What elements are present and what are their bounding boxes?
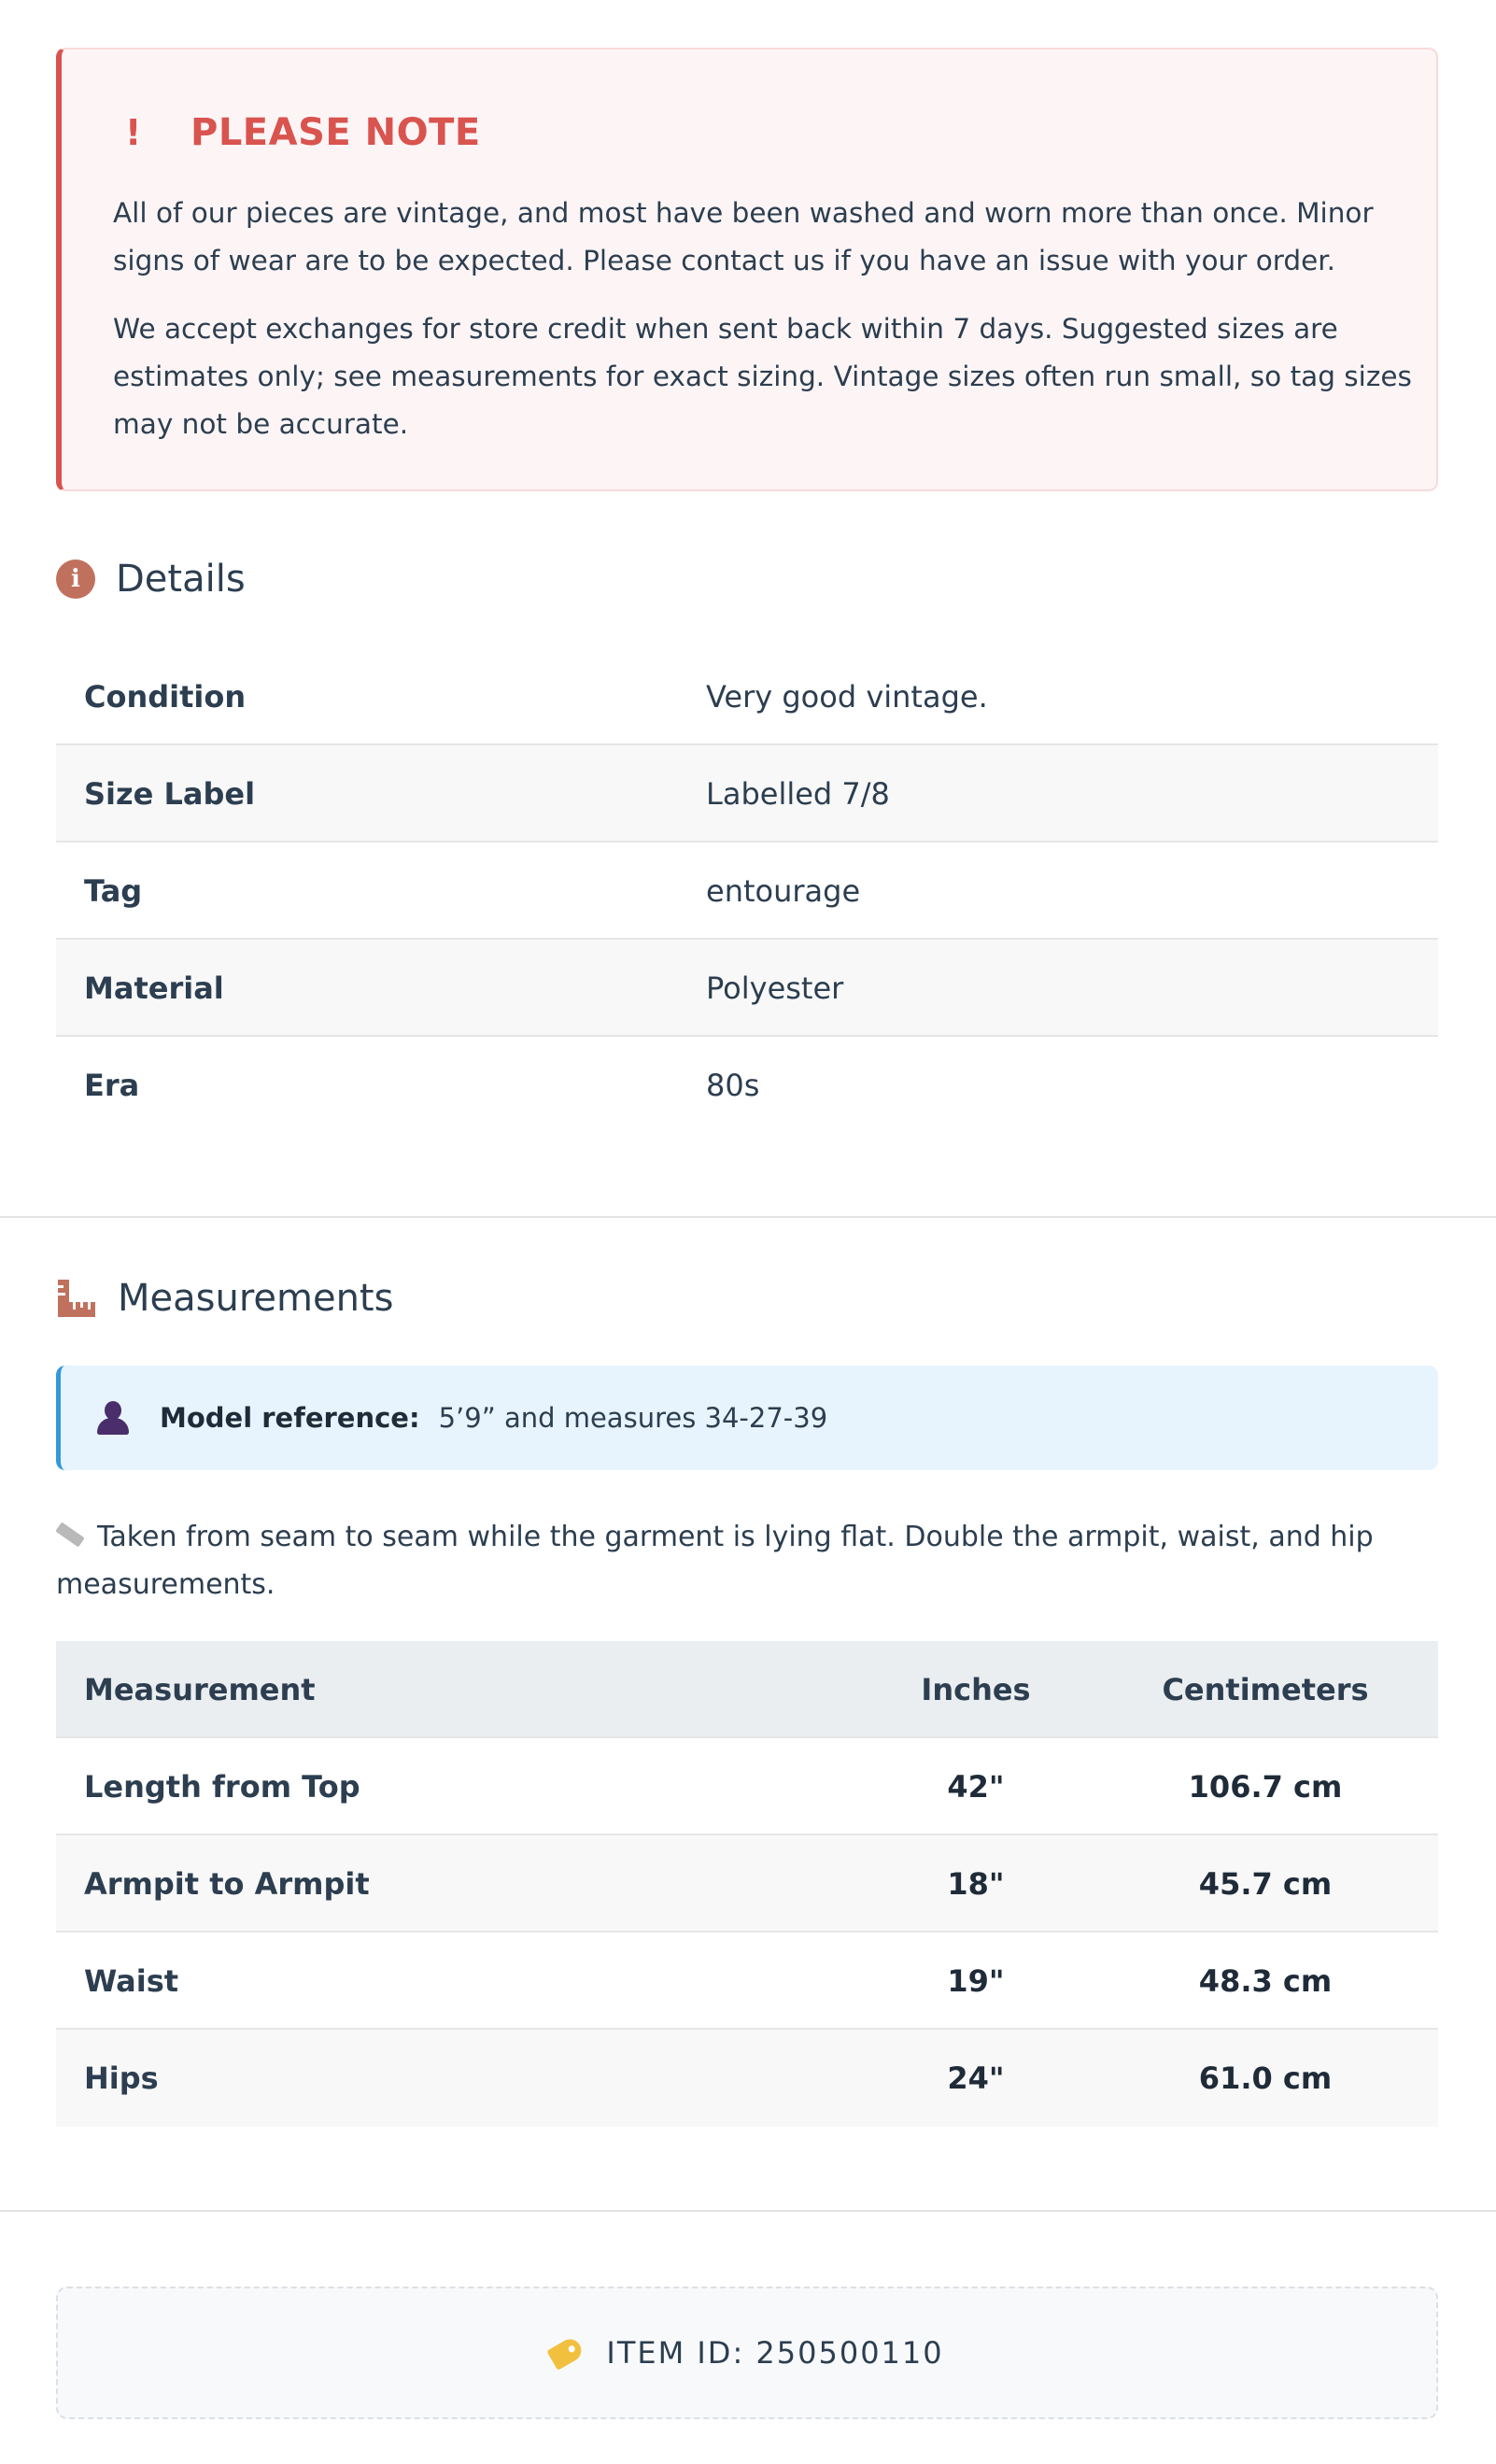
measurement-name: Length from Top: [84, 1769, 360, 1805]
measurement-name: Waist: [84, 1963, 179, 1999]
notice-paragraph-exchanges: We accept exchanges for store credit when sent back within 7 days. Suggested sizes are estimates only; see measurements for exact sizing. Vintage sizes often run small, so tag sizes may not be accurate.: [113, 313, 1412, 440]
table-row: [56, 2030, 1438, 2127]
section-divider: [0, 1216, 1496, 1218]
measurements-table: [56, 1641, 1438, 2127]
measurement-name: Hips: [84, 2060, 159, 2096]
section-divider: [0, 2210, 1496, 2212]
table-header-row: [56, 1641, 1438, 1738]
item-id-text: ITEM ID: 250500110: [606, 2335, 944, 2371]
table-row: [56, 1933, 1438, 2030]
column-header-centimeters: Centimeters: [1162, 1672, 1369, 1707]
notice-paragraph-condition: All of our pieces are vintage, and most have been washed and worn more than once. Minor signs of wear are to be expected. Please contact us if you have an issue with your order.: [113, 197, 1374, 276]
measurement-name: Armpit to Armpit: [84, 1866, 370, 1902]
detail-value: Labelled 7/8: [706, 776, 890, 812]
measurements-title: Measurements: [118, 1277, 394, 1320]
details-table: [56, 648, 1438, 1134]
straight-ruler-icon: [55, 1522, 84, 1547]
detail-label: Material: [84, 970, 224, 1006]
model-reference-box: [56, 1366, 1438, 1470]
column-header-measurement: Measurement: [84, 1672, 316, 1707]
details-title: Details: [116, 558, 246, 601]
model-reference-value: 5’9” and measures 34-27-39: [438, 1402, 828, 1434]
measurement-inches: 24": [947, 2060, 1005, 2096]
detail-label: Size Label: [84, 776, 256, 812]
detail-row-size-label: [56, 745, 1438, 843]
model-reference-label: Model reference:: [160, 1402, 420, 1434]
measurement-cm: 48.3 cm: [1198, 1963, 1333, 1999]
detail-row-condition: [56, 648, 1438, 745]
detail-value: Very good vintage.: [706, 679, 988, 715]
info-icon: i: [56, 559, 95, 599]
person-icon: [94, 1399, 132, 1437]
notice-title: PLEASE NOTE: [191, 111, 481, 154]
detail-row-tag: [56, 843, 1438, 940]
detail-row-material: [56, 940, 1438, 1037]
measurement-inches: 18": [947, 1866, 1005, 1902]
ruler-icon: [56, 1278, 97, 1319]
measurement-note: [56, 1513, 1401, 1608]
table-row: [56, 1738, 1438, 1835]
detail-value: 80s: [706, 1068, 760, 1103]
measurement-inches: 42": [947, 1769, 1005, 1805]
table-row: [56, 1835, 1438, 1933]
tag-icon: [547, 2335, 586, 2371]
please-note-box: [56, 48, 1438, 491]
notice-header: [125, 107, 481, 158]
measurement-note-text: Taken from seam to seam while the garment is lying flat. Double the armpit, waist, and hip measurements.: [56, 1521, 1374, 1601]
measurement-cm: 106.7 cm: [1188, 1769, 1343, 1805]
exclamation-icon: !: [125, 112, 142, 153]
measurement-inches: 19": [947, 1963, 1005, 1999]
item-id-box: [56, 2287, 1438, 2419]
detail-label: Era: [84, 1068, 140, 1103]
measurement-cm: 61.0 cm: [1198, 2060, 1333, 2096]
detail-value: Polyester: [706, 970, 844, 1006]
measurement-cm: 45.7 cm: [1198, 1866, 1333, 1902]
measurements-header: [56, 1277, 393, 1320]
detail-value: entourage: [706, 873, 861, 909]
column-header-inches: Inches: [921, 1672, 1031, 1707]
detail-label: Tag: [84, 873, 143, 909]
detail-label: Condition: [84, 679, 247, 715]
detail-row-era: [56, 1037, 1438, 1134]
details-header: [56, 558, 246, 601]
